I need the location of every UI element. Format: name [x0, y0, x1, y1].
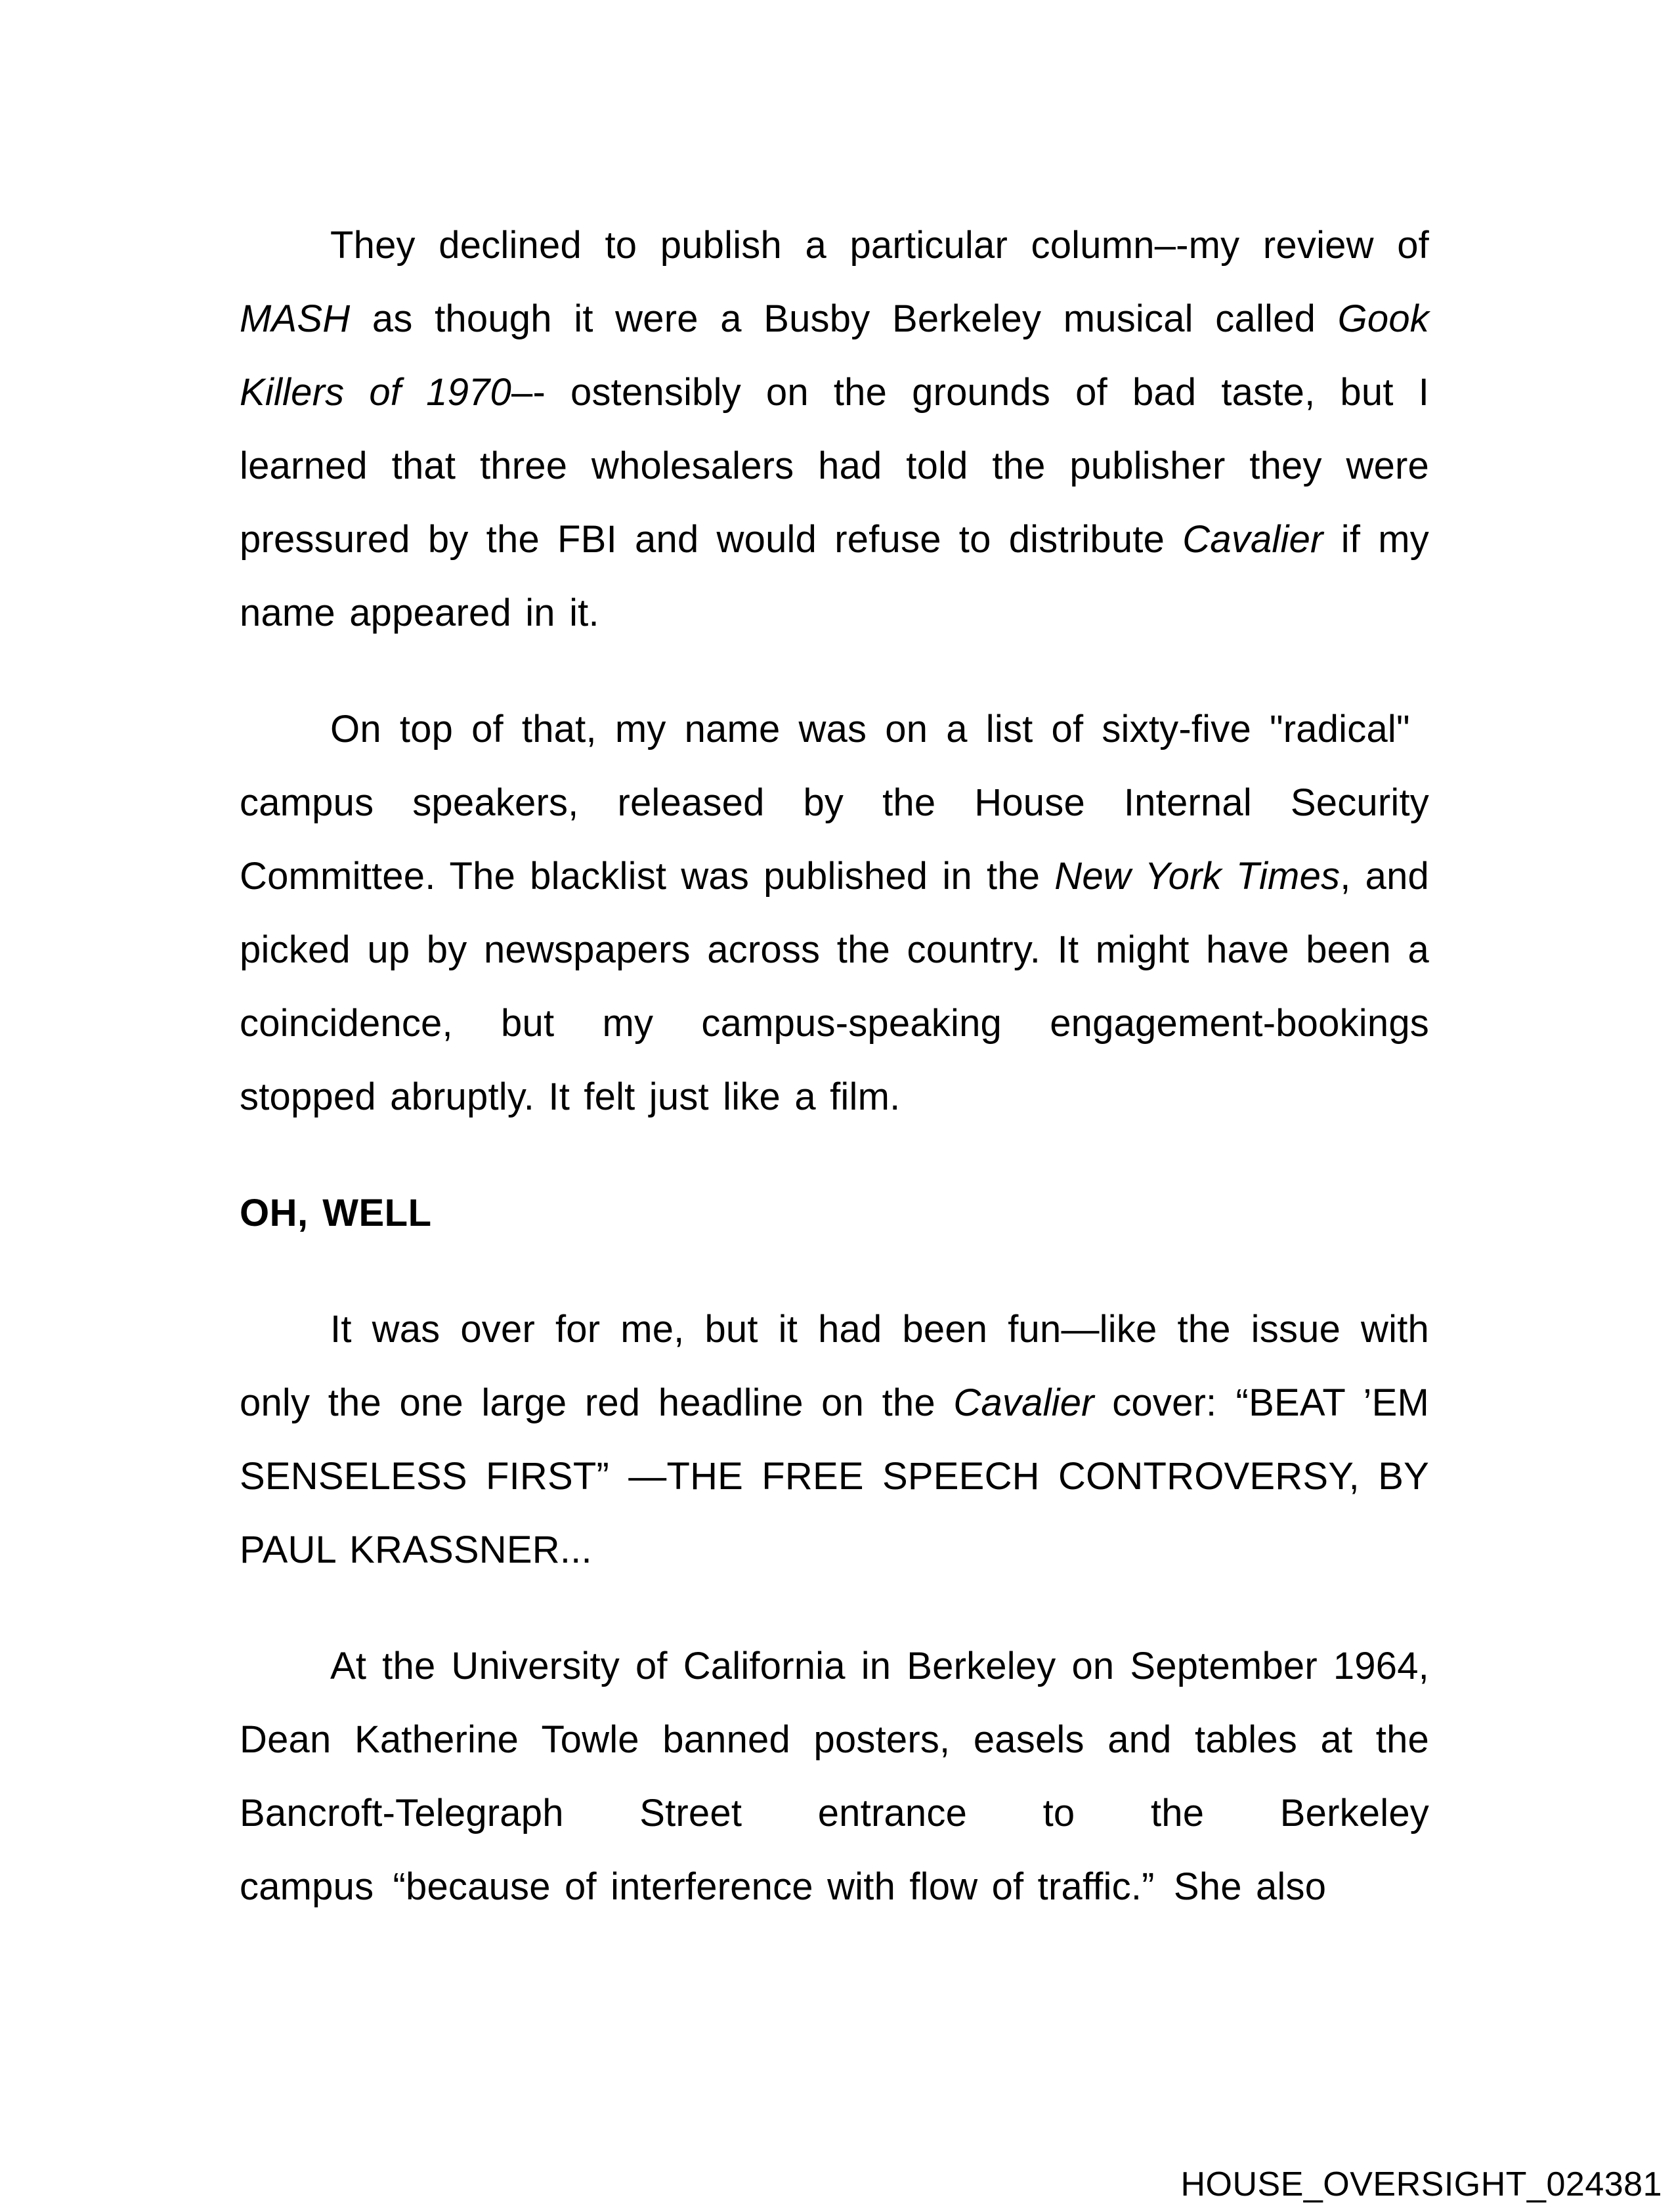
document-body: [240, 209, 1429, 1966]
text-run: if my name appeared in it.: [240, 518, 1429, 634]
italic-text-run: Cavalier: [1182, 518, 1323, 561]
text-run: On top of that, my name was on a list of sixty-five "radical" campus speakers, released by the House Internal Security Committee. The blacklist was published in the: [240, 708, 1429, 898]
italic-text-run: Gook Killers of 1970: [240, 297, 1429, 414]
text-run: as though it were a Busby Berkeley musical called: [350, 297, 1338, 340]
body-paragraph: [240, 1293, 1429, 1587]
body-paragraph: [240, 209, 1429, 650]
text-run: They declined to publish a particular column–-my review of: [330, 224, 1429, 267]
text-run: At the University of California in Berkeley on September 1964, Dean Katherine Towle banned posters, easels and tables at the Bancroft-Telegraph Street entrance to the Berkeley campus “because of interference with flow of traffic.” She also: [240, 1645, 1429, 1908]
text-run: , and picked up by newspapers across the country. It might have been a coincidence, but my campus-speaking engagement-bookings stopped abruptly. It felt just like a film.: [240, 855, 1429, 1118]
text-run: It was over for me, but it had been fun—like the issue with only the one large red headline on the: [240, 1308, 1429, 1424]
section-heading: [240, 1177, 1429, 1250]
body-paragraph: [240, 1630, 1429, 1924]
body-paragraph: [240, 693, 1429, 1134]
bates-number: HOUSE_OVERSIGHT_024381: [1180, 2165, 1662, 2203]
text-run: OH, WELL: [240, 1192, 432, 1234]
italic-text-run: New York Times: [1054, 855, 1341, 898]
text-run: cover: “BEAT ’EM SENSELESS FIRST” —THE FREE SPEECH CONTROVERSY, BY PAUL KRASSNER...: [240, 1381, 1430, 1571]
italic-text-run: Cavalier: [953, 1381, 1094, 1424]
italic-text-run: MASH: [240, 297, 351, 340]
text-run: –- ostensibly on the grounds of bad taste, but I learned that three wholesalers had told the publisher they were pressured by the FBI and would refuse to distribute: [240, 371, 1430, 561]
